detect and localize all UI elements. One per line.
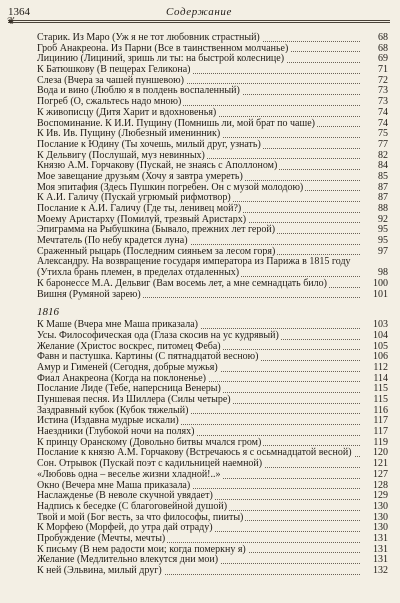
page-number: 1364 <box>8 6 30 18</box>
toc-entry-page: 130 <box>370 523 388 534</box>
toc-entry-page: 75 <box>375 129 388 140</box>
toc-entry-page: 68 <box>375 33 388 44</box>
toc-entry-page: 100 <box>370 279 388 290</box>
toc-entry-title: К Ив. Ив. Пущину (Любезный именинник) <box>37 128 221 140</box>
toc-entry-page: 117 <box>370 416 388 427</box>
toc-entry-page: 131 <box>370 545 388 556</box>
toc-entry-title: Истина (Издавна мудрые искали) <box>37 415 179 427</box>
toc-entry-title: Желание (Христос воскрес, питомец Феба) <box>37 340 221 352</box>
toc-entry-page: 121 <box>370 459 388 470</box>
toc-entry-page: 128 <box>370 481 388 492</box>
toc-entry-title: Александру. На возвращение государя императора из Парижа в 1815 году <box>37 256 351 268</box>
toc-entry-page: 69 <box>375 54 388 65</box>
toc-entry <box>37 279 388 290</box>
toc-entry-title: Князю А.М. Горчакову (Пускай, не знаясь с Аполлоном) <box>37 160 278 172</box>
toc-entry-title: Послание к А.И. Галичу (Где ты, ленивец мой?) <box>37 203 242 214</box>
toc-entry-page: 95 <box>375 225 388 236</box>
toc-entry-page: 72 <box>375 76 388 87</box>
toc-entry-page: 115 <box>370 384 388 395</box>
toc-content <box>37 33 388 577</box>
toc-entry-title: Моя эпитафия (Здесь Пушкин погребен. Он с музой молодою) <box>37 181 304 193</box>
toc-entry-page: 106 <box>370 352 388 363</box>
toc-entry-title: Твой и мой (Бог весть, за что философы, пииты) <box>37 511 244 523</box>
toc-entry-page: 105 <box>370 342 388 353</box>
toc-entry-title: Окно (Вечера мне Маша приказала) <box>37 479 191 491</box>
toc-entry-page: 130 <box>370 502 388 513</box>
toc-entry-title: (Утихла брань племен, в пределах отдаленных) <box>37 267 240 279</box>
toc-entry-page: 82 <box>375 151 388 162</box>
header-rule <box>8 20 390 21</box>
toc-entry-page: 95 <box>375 236 388 247</box>
toc-entry <box>37 502 388 513</box>
toc-entry-title: Фавн и пастушка. Картины (С пятнадцатой весною) <box>37 351 259 363</box>
toc-entry-title: Фиал Анакреона (Когда на поклоненье) <box>37 372 206 384</box>
toc-entry-title: Воспоминание. К И.И. Пущину (Помнишь ли, мой брат по чаше) <box>37 117 315 129</box>
toc-entry-title: Амур и Гименей (Сегодня, добрые мужья) <box>37 361 218 373</box>
toc-entry <box>37 331 388 342</box>
toc-entry-page: 77 <box>375 140 388 151</box>
toc-entry-title: Слеза (Вчера за чашей пуншевою) <box>37 74 184 86</box>
toc-entry-page: 120 <box>370 448 388 459</box>
corner-ornament-icon: ❦ <box>7 16 16 27</box>
toc-entry <box>37 566 388 577</box>
toc-entry-title: Послание к князю А.М. Горчакову (Встречаюсь я с осьмнадцатой весной) <box>37 447 352 459</box>
toc-entry-title: К ней (Эльвина, милый друг) <box>37 565 162 576</box>
toc-entry-title: К Морфею (Морфей, до утра дай отраду) <box>37 522 213 534</box>
toc-entry-page: 87 <box>375 193 388 204</box>
toc-entry-page: 129 <box>370 491 388 502</box>
toc-entry-page: 74 <box>375 108 388 119</box>
toc-entry-title: К А.И. Галичу (Пускай угрюмый рифмотвор) <box>37 192 231 204</box>
toc-entry-title: Заздравный кубок (Кубок тяжелый) <box>37 404 189 416</box>
toc-entry-title: К принцу Оранскому (Довольно битвы мчался гром) <box>37 436 262 448</box>
toc-entry-page: 104 <box>370 331 388 342</box>
toc-entry <box>37 470 388 481</box>
toc-entry-page: 85 <box>375 172 388 183</box>
toc-entry-page: 71 <box>375 65 388 76</box>
toc-entry-title: Погреб (О, сжальтесь надо мною) <box>37 96 182 108</box>
toc-entry <box>37 290 388 301</box>
toc-entry-title: Мечтатель (По небу крадется луна) <box>37 235 188 247</box>
toc-entry-page: 130 <box>370 513 388 524</box>
toc-entry-title: К письму (В нем радости мои; когда померкну я) <box>37 543 246 555</box>
toc-entry-title: Сраженный рыцарь (Последним сияньем за лесом горя) <box>37 245 276 257</box>
toc-entry-title: Послание Лиде (Тебе, наперсница Венеры) <box>37 383 221 395</box>
toc-entry-page: 127 <box>370 470 388 481</box>
toc-entry-title: Наездники (Глубокой ночи на полях) <box>37 426 195 438</box>
year-heading: 1816 <box>37 306 59 319</box>
toc-entry-page: 119 <box>370 438 388 449</box>
toc-entry-page: 116 <box>370 406 388 417</box>
toc-entry-title: К Дельвигу (Послушай, муз невинных) <box>37 149 205 161</box>
toc-entry-title: Моему Аристарху (Помилуй, трезвый Аристарх) <box>37 213 247 225</box>
toc-entry-page: 101 <box>370 290 388 301</box>
toc-entry-title: Желание (Медлительно влекутся дни мои) <box>37 554 219 566</box>
toc-entry-page: 103 <box>370 320 388 331</box>
toc-entry-page: 92 <box>375 215 388 226</box>
toc-entry <box>37 140 388 151</box>
toc-entry-page: 114 <box>370 374 388 385</box>
toc-entry-page: 97 <box>375 247 388 258</box>
toc-entry-page: 115 <box>370 395 388 406</box>
page-header <box>8 6 390 20</box>
toc-entry-title: К Батюшкову (В пещерах Геликона) <box>37 64 191 76</box>
toc-entry-title: Послание к Юдину (Ты хочешь, милый друг, узнать) <box>37 138 261 150</box>
toc-entry-page: 131 <box>370 555 388 566</box>
toc-entry-page: 112 <box>370 363 388 374</box>
toc-entry-title: Вода и вино (Люблю я в полдень воспаленный) <box>37 85 240 97</box>
toc-entry-page: 68 <box>375 44 388 55</box>
toc-entry-title: Лицинию (Лициний, зришь ли ты: на быстрой колеснице) <box>37 53 285 65</box>
toc-entry <box>37 108 388 119</box>
toc-entry-title: К баронессе М.А. Дельвиг (Вам восемь лет, а мне семнадцать било) <box>37 277 327 289</box>
toc-entry-title: Эпиграмма на Рыбушкина (Бывало, прежних лет герой) <box>37 224 276 236</box>
toc-entry-title: Усы. Философическая ода (Глаза скосив на ус кудрявый) <box>37 329 279 341</box>
toc-entry-page: 117 <box>370 427 388 438</box>
toc-entry-page: 73 <box>375 86 388 97</box>
toc-entry-page: 88 <box>375 204 388 215</box>
toc-entry-title: К Маше (Вчера мне Маша приказала) <box>37 319 198 331</box>
toc-entry-title: Старик. Из Маро (Уж я не тот любовник страстный) <box>37 32 260 43</box>
header-rule-secondary <box>8 22 390 23</box>
toc-entry-title: Сон. Отрывок (Пускай поэт с кадильницей наемной) <box>37 458 263 470</box>
toc-entry-page: 98 <box>375 268 388 279</box>
toc-entry-page: 131 <box>370 534 388 545</box>
toc-entry-title: Пуншевая песня. Из Шиллера (Силы четыре) <box>37 394 231 405</box>
toc-entry-page: 84 <box>375 161 388 172</box>
toc-entry-title: Мое завещание друзьям (Хочу я завтра умереть) <box>37 170 243 182</box>
toc-entry-title: Надпись к беседке (С благоговейной душой) <box>37 500 228 512</box>
toc-entry-page: 132 <box>370 566 388 577</box>
toc-entry-title: Вишня (Румяной зарею) <box>37 288 141 300</box>
page-title: Содержание <box>165 6 232 18</box>
toc-entry-page: 74 <box>375 119 388 130</box>
toc-entry-title: «Любовь одна – веселье жизни хладной!..» <box>37 468 221 480</box>
toc-entry-title: Гроб Анакреона. Из Парни (Все в таинственном молчанье) <box>37 42 289 54</box>
toc-entry-title: Пробуждение (Мечты, мечты) <box>37 532 166 544</box>
toc-entry-title: К живописцу (Дитя Харит и вдохновенья) <box>37 106 217 118</box>
toc-section-1815 <box>37 33 388 300</box>
toc-entry-title: Наслажденье (В неволе скучной увядает) <box>37 490 213 502</box>
toc-section-1816 <box>37 320 388 577</box>
toc-entry-page: 73 <box>375 97 388 108</box>
toc-entry-page: 87 <box>375 183 388 194</box>
